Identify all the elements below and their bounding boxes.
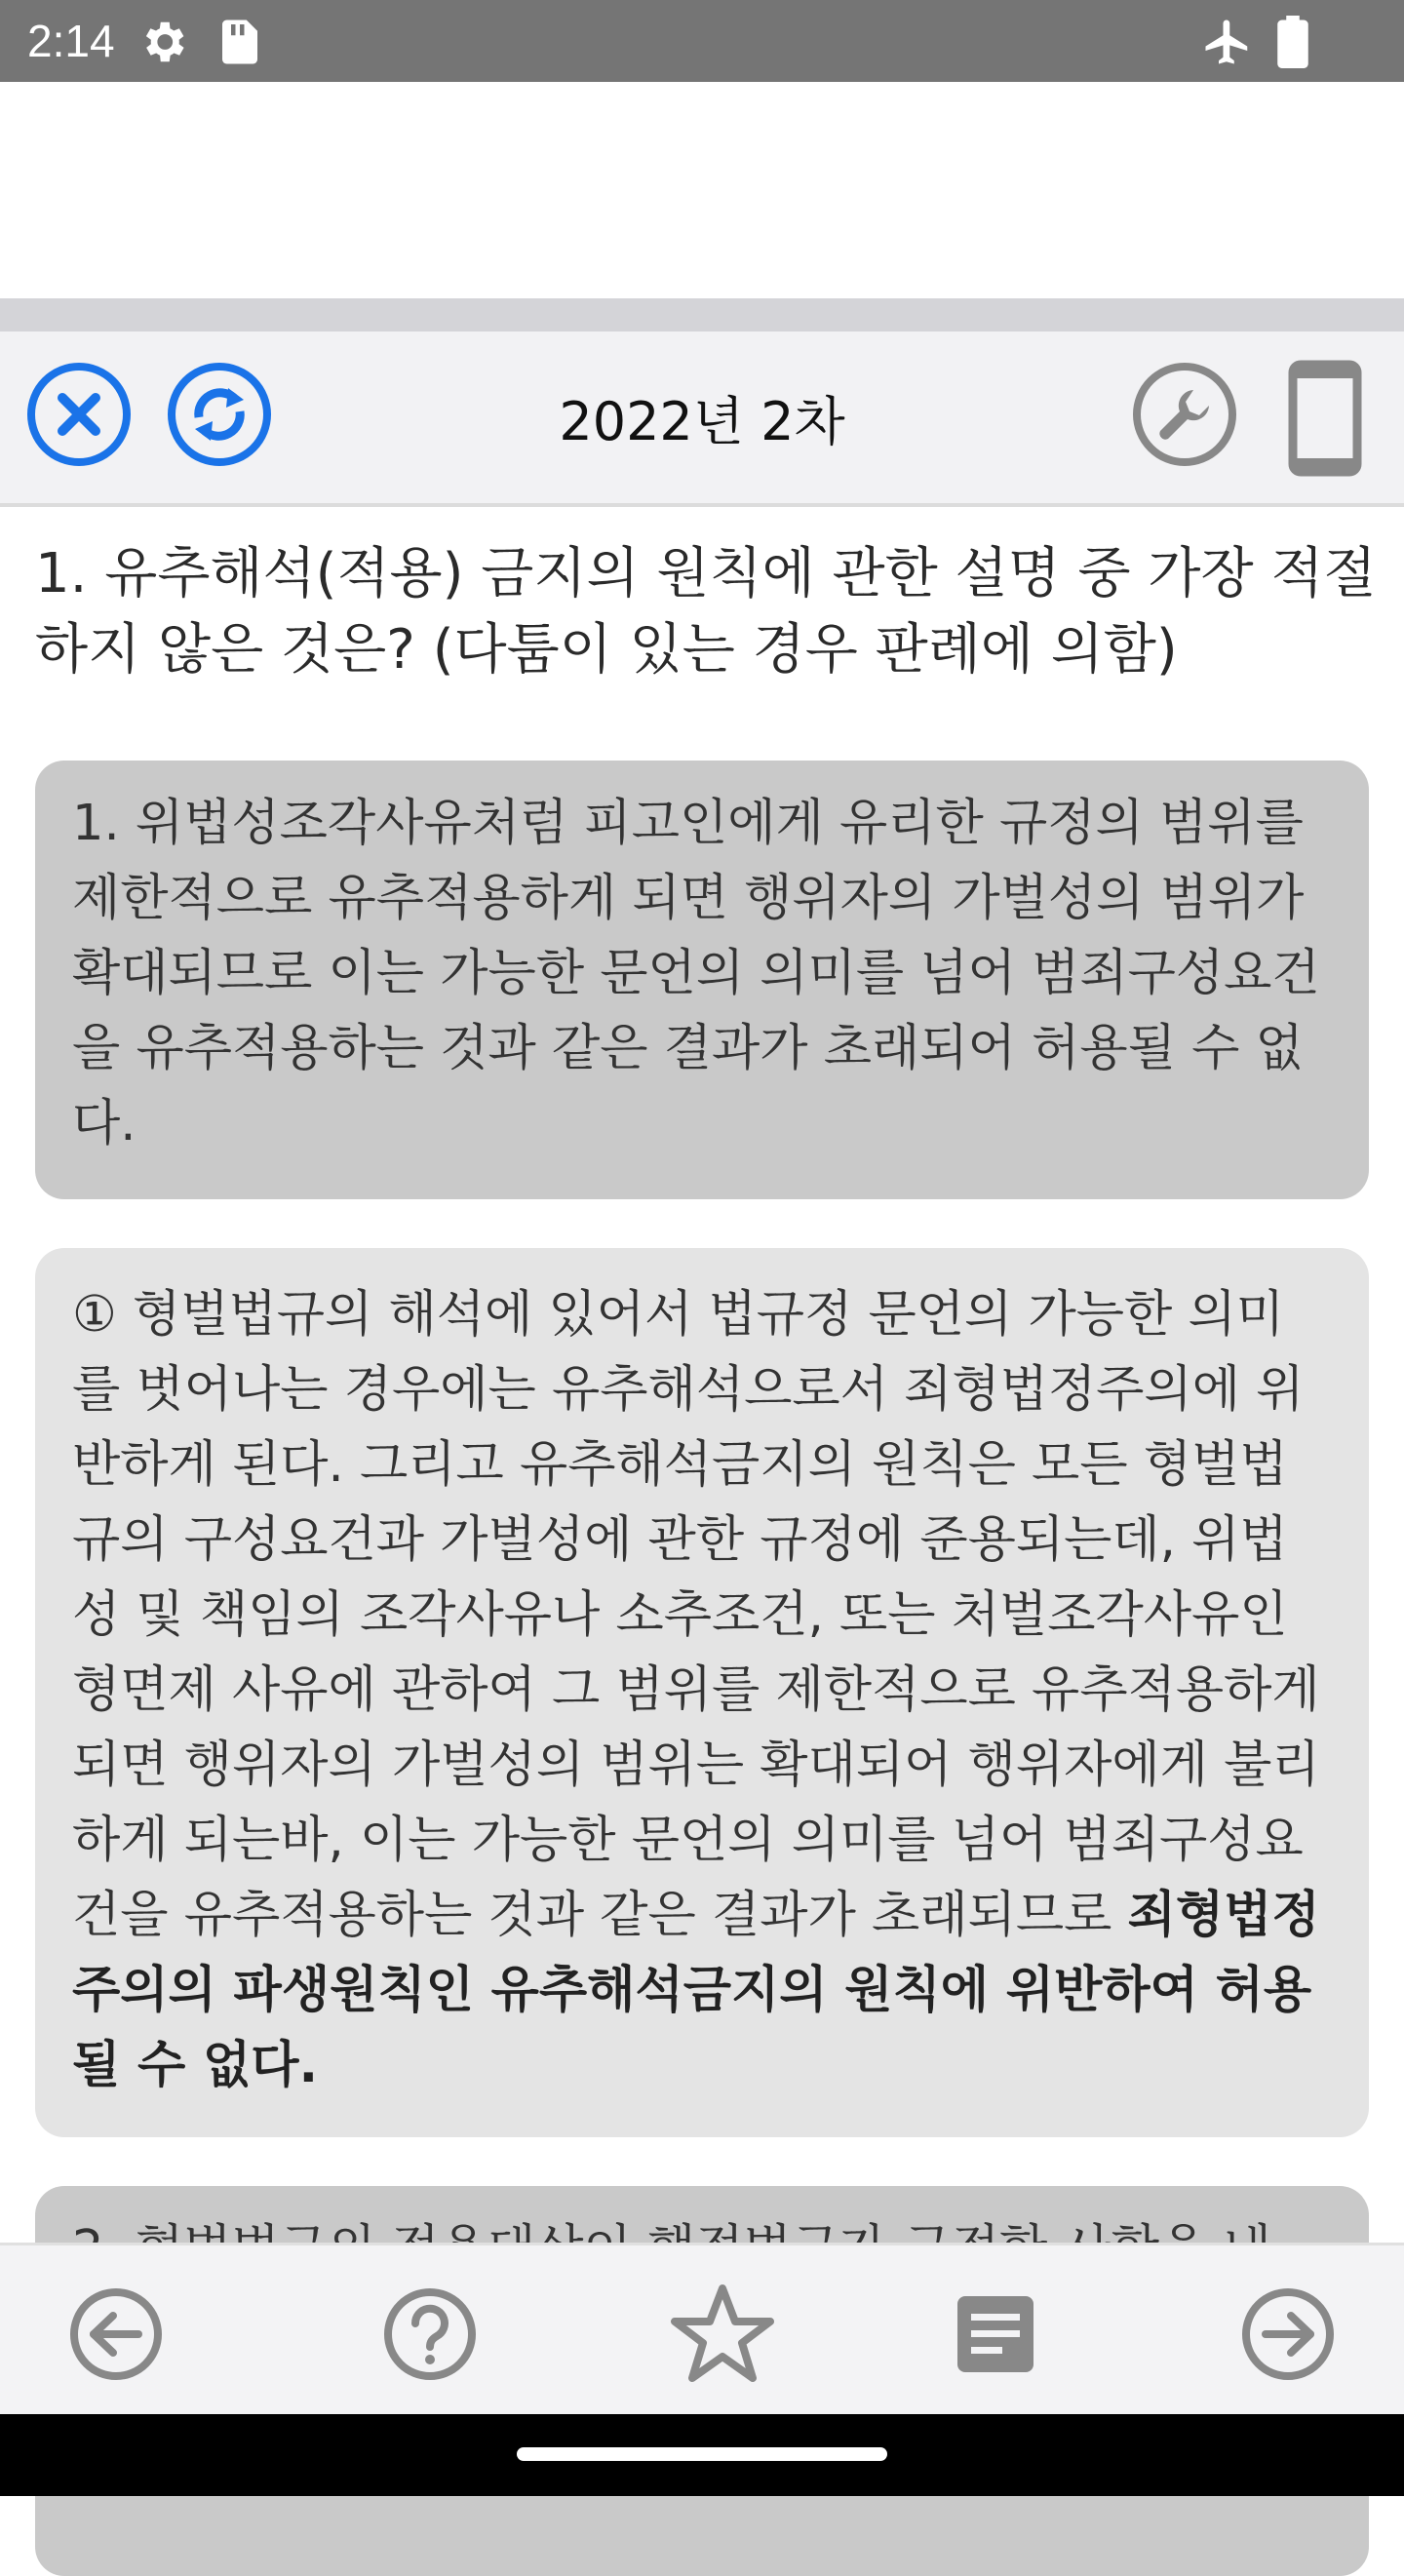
notes-button[interactable] (942, 2281, 1049, 2388)
exam-title: 2022년 2차 (559, 391, 845, 452)
arrow-right-circle-icon (1234, 2281, 1342, 2388)
status-time: 2:14 (27, 16, 115, 66)
settings-gear-icon (136, 16, 189, 72)
star-outline-icon (669, 2281, 776, 2388)
sync-circle-icon (166, 361, 273, 468)
close-circle-icon (25, 361, 133, 468)
divider-band (0, 298, 1404, 332)
wrench-circle-icon (1131, 361, 1238, 468)
refresh-button[interactable] (166, 361, 273, 468)
airplane-mode-icon (1201, 16, 1254, 72)
arrow-left-circle-icon (62, 2281, 170, 2388)
explanation-text: ① 형벌법규의 해석에 있어서 법규정 문언의 가능한 의미를 벗어나는 경우에는 유추해석으로서 죄형법정주의에 위반하게 된다. 그리고 유추해석금지의 원칙은 모든 형벌법규의 구성요건과 가벌성에 관한 규정에 준용되는데, 위법성 및 책임의 조각사유나 소추조건, 또는 처벌조각사유인 형면제 사유에 관하여 그 범위를 제한적으로 유추적용하게 되면 행위자의 가벌성의 범위는 확대되어 행위자에게 불리하게 되는바, 이는 가능한 문언의 의미를 넘어 범죄구성요건을 유추적용하는 것과 같은 결과가 초래되므로 (72, 1286, 1320, 1944)
bottom-navigation (0, 2243, 1404, 2417)
phone-portrait-icon (1271, 361, 1379, 478)
notes-icon (942, 2281, 1049, 2388)
answer-option-text: 1. 위법성조각사유처럼 피고인에게 유리한 규정의 범위를 제한적으로 유추적용하게 되면 행위자의 가벌성의 범위가 확대되므로 이는 가능한 문언의 의미를 넘어 범죄구성요건을 유추적용하는 것과 같은 결과가 초래되어 허용될 수 없다. (72, 795, 1320, 1152)
bookmark-star-button[interactable] (669, 2281, 776, 2388)
status-bar (0, 0, 1404, 82)
close-button[interactable] (25, 361, 133, 468)
explanation-card (35, 1248, 1369, 2137)
help-circle-icon (376, 2281, 484, 2388)
explanation-bold-text: 죄형법정주의의 파생원칙인 유추해석금지의 원칙에 위반하여 허용될 수 없다. (72, 1887, 1320, 2094)
ad-blank-area (0, 82, 1404, 298)
sd-card-icon (216, 16, 263, 72)
answer-option-card[interactable] (35, 761, 1369, 1199)
help-button[interactable] (376, 2281, 484, 2388)
previous-button[interactable] (62, 2281, 170, 2388)
home-gesture-handle[interactable] (517, 2447, 887, 2461)
device-orientation-button[interactable] (1271, 361, 1379, 468)
next-button[interactable] (1234, 2281, 1342, 2388)
question-text: 1. 유추해석(적용) 금지의 원칙에 관한 설명 중 가장 적절하지 않은 것은? (다툼이 있는 경우 판례에 의함) (35, 542, 1377, 682)
tools-button[interactable] (1131, 361, 1238, 468)
system-navigation-bar (0, 2414, 1404, 2496)
question-content[interactable] (0, 507, 1404, 2243)
top-toolbar (0, 332, 1404, 507)
battery-icon (1275, 16, 1310, 72)
